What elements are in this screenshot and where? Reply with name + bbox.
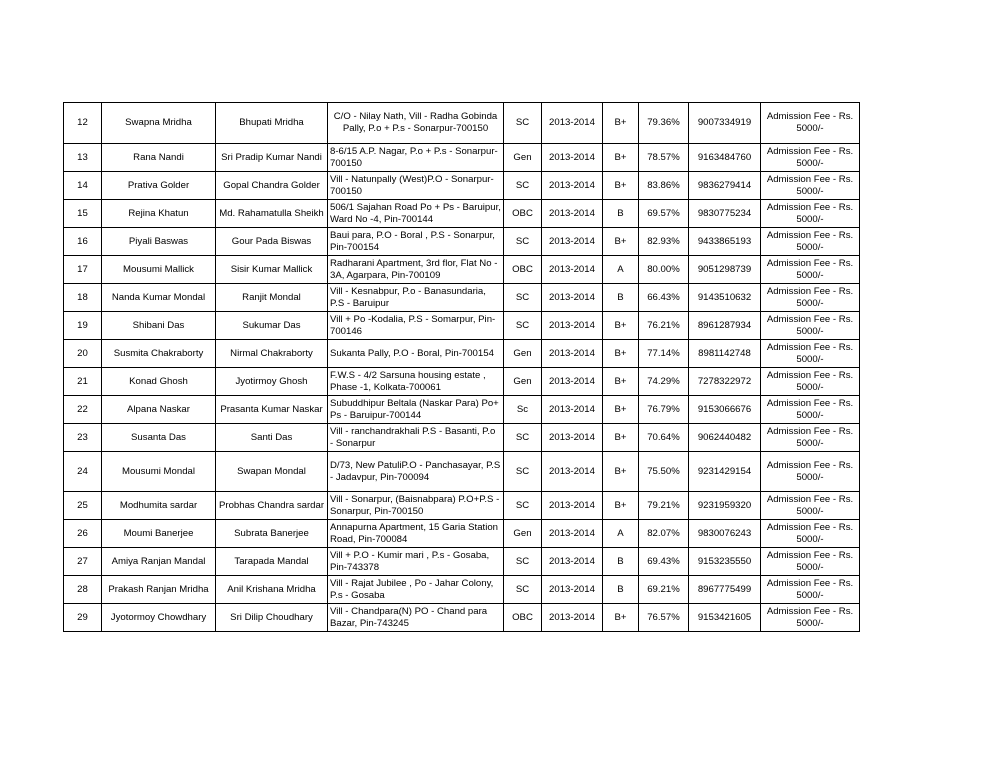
percentage-cell: 75.50% — [639, 452, 689, 492]
session-cell: 2013-2014 — [542, 144, 603, 172]
remark-cell: Admission Fee - Rs. 5000/- — [761, 172, 860, 200]
remark-cell: Admission Fee - Rs. 5000/- — [761, 340, 860, 368]
phone-number-cell: 9153235550 — [689, 548, 761, 576]
serial-number-cell: 24 — [64, 452, 102, 492]
remark-cell: Admission Fee - Rs. 5000/- — [761, 368, 860, 396]
percentage-cell: 69.21% — [639, 576, 689, 604]
category-cell: SC — [504, 452, 542, 492]
student-name-cell: Alpana Naskar — [102, 396, 216, 424]
table-row — [64, 340, 860, 368]
guardian-name-cell: Sri Dilip Choudhary — [216, 604, 328, 632]
session-cell: 2013-2014 — [542, 424, 603, 452]
grade-cell: A — [603, 520, 639, 548]
guardian-name-cell: Md. Rahamatulla Sheikh — [216, 200, 328, 228]
address-cell: Vill - Sonarpur, (Baisnabpara) P.O+P.S - Sonarpur, Pin-700150 — [328, 492, 504, 520]
student-name-cell: Amiya Ranjan Mandal — [102, 548, 216, 576]
grade-cell: B+ — [603, 103, 639, 144]
category-cell: SC — [504, 492, 542, 520]
serial-number-cell: 18 — [64, 284, 102, 312]
grade-cell: B+ — [603, 312, 639, 340]
session-cell: 2013-2014 — [542, 368, 603, 396]
grade-cell: B+ — [603, 492, 639, 520]
student-name-cell: Modhumita sardar — [102, 492, 216, 520]
grade-cell: B+ — [603, 228, 639, 256]
phone-number-cell: 9231959320 — [689, 492, 761, 520]
session-cell: 2013-2014 — [542, 228, 603, 256]
guardian-name-cell: Anil Krishana Mridha — [216, 576, 328, 604]
phone-number-cell: 9051298739 — [689, 256, 761, 284]
student-name-cell: Swapna Mridha — [102, 103, 216, 144]
phone-number-cell: 8961287934 — [689, 312, 761, 340]
serial-number-cell: 15 — [64, 200, 102, 228]
percentage-cell: 83.86% — [639, 172, 689, 200]
remark-cell: Admission Fee - Rs. 5000/- — [761, 576, 860, 604]
session-cell: 2013-2014 — [542, 103, 603, 144]
percentage-cell: 78.57% — [639, 144, 689, 172]
guardian-name-cell: Jyotirmoy Ghosh — [216, 368, 328, 396]
category-cell: Gen — [504, 340, 542, 368]
percentage-cell: 76.21% — [639, 312, 689, 340]
grade-cell: B+ — [603, 604, 639, 632]
table-row — [64, 228, 860, 256]
address-cell: Sukanta Pally, P.O - Boral, Pin-700154 — [328, 340, 504, 368]
guardian-name-cell: Santi Das — [216, 424, 328, 452]
remark-cell: Admission Fee - Rs. 5000/- — [761, 312, 860, 340]
grade-cell: B — [603, 548, 639, 576]
table-row — [64, 144, 860, 172]
address-cell: Radharani Apartment, 3rd flor, Flat No - 3A, Agarpara, Pin-700109 — [328, 256, 504, 284]
address-cell: C/O - Nilay Nath, Vill - Radha Gobinda Pally, P.o + P.s - Sonarpur-700150 — [328, 103, 504, 144]
guardian-name-cell: Sri Pradip Kumar Nandi — [216, 144, 328, 172]
table-row — [64, 520, 860, 548]
category-cell: SC — [504, 172, 542, 200]
grade-cell: B+ — [603, 452, 639, 492]
student-name-cell: Susmita Chakraborty — [102, 340, 216, 368]
serial-number-cell: 27 — [64, 548, 102, 576]
address-cell: F.W.S - 4/2 Sarsuna housing estate , Phase -1, Kolkata-700061 — [328, 368, 504, 396]
percentage-cell: 69.57% — [639, 200, 689, 228]
phone-number-cell: 8981142748 — [689, 340, 761, 368]
student-name-cell: Rejina Khatun — [102, 200, 216, 228]
guardian-name-cell: Swapan Mondal — [216, 452, 328, 492]
table-body — [64, 103, 860, 632]
serial-number-cell: 12 — [64, 103, 102, 144]
serial-number-cell: 20 — [64, 340, 102, 368]
student-name-cell: Mousumi Mondal — [102, 452, 216, 492]
session-cell: 2013-2014 — [542, 452, 603, 492]
student-name-cell: Susanta Das — [102, 424, 216, 452]
table-row — [64, 576, 860, 604]
serial-number-cell: 13 — [64, 144, 102, 172]
phone-number-cell: 7278322972 — [689, 368, 761, 396]
remark-cell: Admission Fee - Rs. 5000/- — [761, 604, 860, 632]
guardian-name-cell: Tarapada Mandal — [216, 548, 328, 576]
table-row — [64, 103, 860, 144]
serial-number-cell: 17 — [64, 256, 102, 284]
student-name-cell: Rana Nandi — [102, 144, 216, 172]
phone-number-cell: 9153421605 — [689, 604, 761, 632]
address-cell: Vill - Kesnabpur, P.o - Banasundaria, P.S - Baruipur — [328, 284, 504, 312]
remark-cell: Admission Fee - Rs. 5000/- — [761, 520, 860, 548]
guardian-name-cell: Ranjit Mondal — [216, 284, 328, 312]
student-name-cell: Prakash Ranjan Mridha — [102, 576, 216, 604]
percentage-cell: 82.07% — [639, 520, 689, 548]
table-row — [64, 256, 860, 284]
table-row — [64, 548, 860, 576]
guardian-name-cell: Prasanta Kumar Naskar — [216, 396, 328, 424]
guardian-name-cell: Subrata Banerjee — [216, 520, 328, 548]
phone-number-cell: 8967775499 — [689, 576, 761, 604]
table-row — [64, 424, 860, 452]
remark-cell: Admission Fee - Rs. 5000/- — [761, 452, 860, 492]
percentage-cell: 80.00% — [639, 256, 689, 284]
session-cell: 2013-2014 — [542, 284, 603, 312]
serial-number-cell: 22 — [64, 396, 102, 424]
grade-cell: B — [603, 284, 639, 312]
grade-cell: B — [603, 200, 639, 228]
category-cell: SC — [504, 103, 542, 144]
category-cell: Gen — [504, 368, 542, 396]
session-cell: 2013-2014 — [542, 256, 603, 284]
session-cell: 2013-2014 — [542, 492, 603, 520]
serial-number-cell: 21 — [64, 368, 102, 396]
table-row — [64, 200, 860, 228]
student-name-cell: Prativa Golder — [102, 172, 216, 200]
table-row — [64, 396, 860, 424]
address-cell: Vill + Po -Kodalia, P.S - Somarpur, Pin-700146 — [328, 312, 504, 340]
remark-cell: Admission Fee - Rs. 5000/- — [761, 200, 860, 228]
student-name-cell: Jyotormoy Chowdhary — [102, 604, 216, 632]
phone-number-cell: 9153066676 — [689, 396, 761, 424]
serial-number-cell: 23 — [64, 424, 102, 452]
serial-number-cell: 14 — [64, 172, 102, 200]
grade-cell: B+ — [603, 424, 639, 452]
table-row — [64, 368, 860, 396]
session-cell: 2013-2014 — [542, 520, 603, 548]
serial-number-cell: 28 — [64, 576, 102, 604]
percentage-cell: 79.36% — [639, 103, 689, 144]
grade-cell: B+ — [603, 144, 639, 172]
percentage-cell: 66.43% — [639, 284, 689, 312]
phone-number-cell: 9143510632 — [689, 284, 761, 312]
category-cell: OBC — [504, 604, 542, 632]
grade-cell: B+ — [603, 396, 639, 424]
session-cell: 2013-2014 — [542, 312, 603, 340]
grade-cell: B+ — [603, 172, 639, 200]
phone-number-cell: 9836279414 — [689, 172, 761, 200]
address-cell: Vill + P.O - Kumir mari , P.s - Gosaba, Pin-743378 — [328, 548, 504, 576]
grade-cell: A — [603, 256, 639, 284]
category-cell: OBC — [504, 256, 542, 284]
phone-number-cell: 9830076243 — [689, 520, 761, 548]
table-row — [64, 284, 860, 312]
address-cell: Vill - Rajat Jubilee , Po - Jahar Colony, P.s - Gosaba — [328, 576, 504, 604]
category-cell: Gen — [504, 520, 542, 548]
remark-cell: Admission Fee - Rs. 5000/- — [761, 424, 860, 452]
guardian-name-cell: Sisir Kumar Mallick — [216, 256, 328, 284]
phone-number-cell: 9830775234 — [689, 200, 761, 228]
guardian-name-cell: Sukumar Das — [216, 312, 328, 340]
guardian-name-cell: Gopal Chandra Golder — [216, 172, 328, 200]
session-cell: 2013-2014 — [542, 604, 603, 632]
address-cell: Vill - Natunpally (West)P.O - Sonarpur-700150 — [328, 172, 504, 200]
table-row — [64, 312, 860, 340]
percentage-cell: 76.57% — [639, 604, 689, 632]
category-cell: SC — [504, 228, 542, 256]
address-cell: D/73, New PatuliP.O - Panchasayar, P.S - Jadavpur, Pin-700094 — [328, 452, 504, 492]
session-cell: 2013-2014 — [542, 576, 603, 604]
session-cell: 2013-2014 — [542, 548, 603, 576]
student-name-cell: Shibani Das — [102, 312, 216, 340]
table-row — [64, 172, 860, 200]
address-cell: 506/1 Sajahan Road Po + Ps - Baruipur, Ward No -4, Pin-700144 — [328, 200, 504, 228]
student-name-cell: Nanda Kumar Mondal — [102, 284, 216, 312]
student-name-cell: Moumi Banerjee — [102, 520, 216, 548]
category-cell: SC — [504, 284, 542, 312]
remark-cell: Admission Fee - Rs. 5000/- — [761, 256, 860, 284]
remark-cell: Admission Fee - Rs. 5000/- — [761, 284, 860, 312]
guardian-name-cell: Nirmal Chakraborty — [216, 340, 328, 368]
remark-cell: Admission Fee - Rs. 5000/- — [761, 548, 860, 576]
address-cell: 8-6/15 A.P. Nagar, P.o + P.s - Sonarpur-700150 — [328, 144, 504, 172]
address-cell: Vill - Chandpara(N) PO - Chand para Bazar, Pin-743245 — [328, 604, 504, 632]
remark-cell: Admission Fee - Rs. 5000/- — [761, 144, 860, 172]
category-cell: SC — [504, 576, 542, 604]
session-cell: 2013-2014 — [542, 200, 603, 228]
remark-cell: Admission Fee - Rs. 5000/- — [761, 492, 860, 520]
phone-number-cell: 9007334919 — [689, 103, 761, 144]
table-row — [64, 604, 860, 632]
remark-cell: Admission Fee - Rs. 5000/- — [761, 103, 860, 144]
guardian-name-cell: Bhupati Mridha — [216, 103, 328, 144]
student-name-cell: Mousumi Mallick — [102, 256, 216, 284]
session-cell: 2013-2014 — [542, 340, 603, 368]
serial-number-cell: 25 — [64, 492, 102, 520]
guardian-name-cell: Probhas Chandra sardar — [216, 492, 328, 520]
table-row — [64, 492, 860, 520]
serial-number-cell: 26 — [64, 520, 102, 548]
percentage-cell: 76.79% — [639, 396, 689, 424]
session-cell: 2013-2014 — [542, 396, 603, 424]
guardian-name-cell: Gour Pada Biswas — [216, 228, 328, 256]
serial-number-cell: 29 — [64, 604, 102, 632]
percentage-cell: 74.29% — [639, 368, 689, 396]
percentage-cell: 77.14% — [639, 340, 689, 368]
percentage-cell: 70.64% — [639, 424, 689, 452]
remark-cell: Admission Fee - Rs. 5000/- — [761, 396, 860, 424]
category-cell: SC — [504, 424, 542, 452]
category-cell: OBC — [504, 200, 542, 228]
address-cell: Vill - ranchandrakhali P.S - Basanti, P.o - Sonarpur — [328, 424, 504, 452]
grade-cell: B+ — [603, 340, 639, 368]
category-cell: Gen — [504, 144, 542, 172]
category-cell: SC — [504, 312, 542, 340]
category-cell: Sc — [504, 396, 542, 424]
serial-number-cell: 16 — [64, 228, 102, 256]
phone-number-cell: 9062440482 — [689, 424, 761, 452]
remark-cell: Admission Fee - Rs. 5000/- — [761, 228, 860, 256]
percentage-cell: 82.93% — [639, 228, 689, 256]
serial-number-cell: 19 — [64, 312, 102, 340]
address-cell: Annapurna Apartment, 15 Garia Station Road, Pin-700084 — [328, 520, 504, 548]
percentage-cell: 69.43% — [639, 548, 689, 576]
session-cell: 2013-2014 — [542, 172, 603, 200]
grade-cell: B — [603, 576, 639, 604]
phone-number-cell: 9433865193 — [689, 228, 761, 256]
phone-number-cell: 9163484760 — [689, 144, 761, 172]
student-records-table — [63, 102, 860, 632]
address-cell: Subuddhipur Beltala (Naskar Para) Po+ Ps - Baruipur-700144 — [328, 396, 504, 424]
grade-cell: B+ — [603, 368, 639, 396]
table-row — [64, 452, 860, 492]
phone-number-cell: 9231429154 — [689, 452, 761, 492]
category-cell: SC — [504, 548, 542, 576]
student-name-cell: Piyali Baswas — [102, 228, 216, 256]
address-cell: Baui para, P.O - Boral , P.S - Sonarpur, Pin-700154 — [328, 228, 504, 256]
student-name-cell: Konad Ghosh — [102, 368, 216, 396]
percentage-cell: 79.21% — [639, 492, 689, 520]
